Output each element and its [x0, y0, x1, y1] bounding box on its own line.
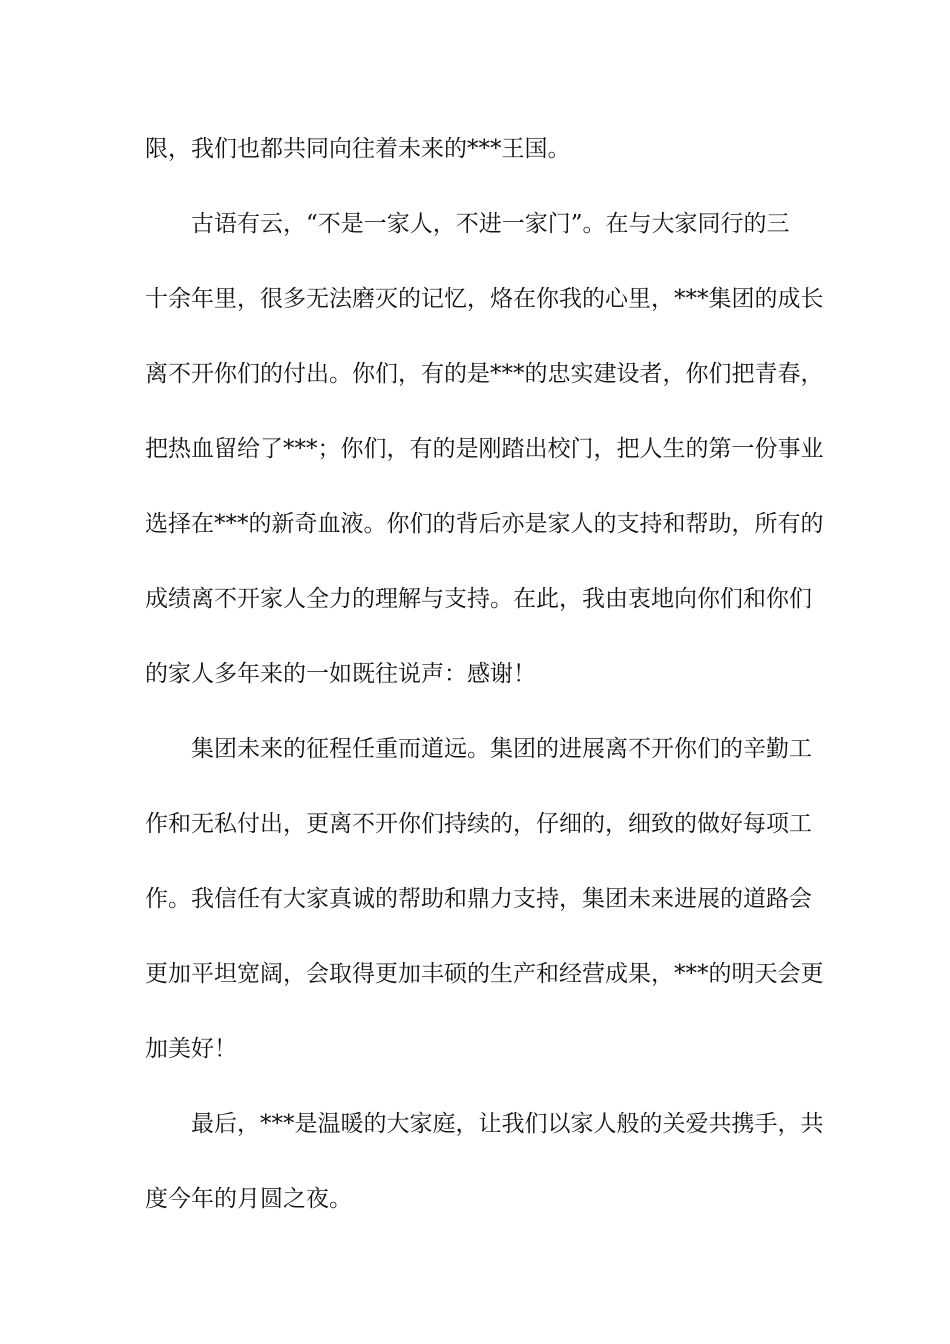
text-line: 限，我们也都共同向往着未来的***王国。: [145, 136, 571, 162]
text-line: 度今年的月圆之夜。: [145, 1186, 352, 1212]
text-line: 更加平坦宽阔，会取得更加丰硕的生产和经营成果，***的明天会更: [145, 961, 824, 987]
text-line: 选择在***的新奇血液。你们的背后亦是家人的支持和帮助，所有的: [145, 511, 824, 537]
text-line: 作和无私付出，更离不开你们持续的，仔细的，细致的做好每项工: [145, 811, 812, 837]
text-line: 最后，***是温暖的大家庭，让我们以家人般的关爱共携手，共: [191, 1111, 824, 1137]
text-line: 离不开你们的付出。你们，有的是***的忠实建设者，你们把青春，: [145, 361, 824, 387]
text-line: 古语有云，“不是一家人，不进一家门”。在与大家同行的三: [191, 211, 790, 237]
text-line: 十余年里，很多无法磨灭的记忆，烙在你我的心里，***集团的成长: [145, 286, 824, 312]
text-line: 把热血留给了***；你们，有的是刚踏出校门，把人生的第一份事业: [145, 436, 824, 462]
text-line: 作。我信任有大家真诚的帮助和鼎力支持，集团未来进展的道路会: [145, 886, 812, 912]
text-line: 集团未来的征程任重而道远。集团的进展离不开你们的辛勤工: [191, 736, 812, 762]
text-line: 加美好！: [145, 1036, 237, 1062]
text-line: 成绩离不开家人全力的理解与支持。在此，我由衷地向你们和你们: [145, 586, 812, 612]
text-line: 的家人多年来的一如既往说声：感谢！: [145, 661, 536, 687]
